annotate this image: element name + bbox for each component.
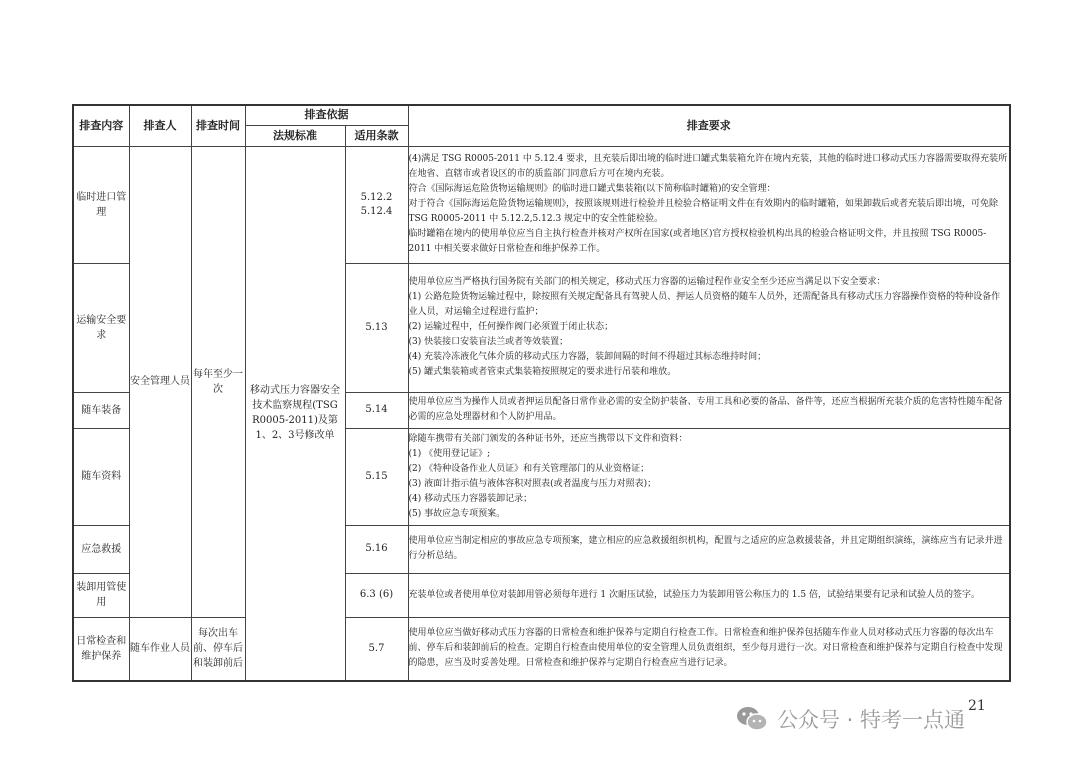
requirement-line: (4) 移动式压力容器装卸记录；: [408, 493, 533, 504]
requirement-line: 使用单位应当制定相应的事故应急专项预案，建立相应的应急救援组织机构，配置与之适应的应急救援装备，并且定期组织演练，演练应当有记录并进行分析总结。: [408, 536, 1003, 561]
row-content: 随车资料: [73, 428, 129, 525]
standard-tsg: 移动式压力容器安全技术监察规程(TSG R0005-2011)及第1、2、3号修改单: [245, 146, 345, 681]
requirement-line: (2) 运输过程中，任何操作阀门必须置于闭止状态；: [408, 322, 614, 332]
requirement-line: (5) 事故应急专项预案。: [408, 508, 506, 519]
requirement-line: (5) 罐式集装箱或者管束式集装箱按照规定的要求进行吊装和堆放。: [408, 367, 677, 377]
row-clause: 5.13: [345, 263, 408, 392]
time-yearly: 每年至少一次: [191, 146, 245, 617]
requirement-line: 符合《国际海运危险货物运输规则》的临时进口罐式集装箱(以下简称临时罐箱)的安全管理：: [408, 184, 776, 194]
requirement-line: (4) 充装冷冻液化气体介质的移动式压力容器，装卸间隔的时间不得超过其标态维持时间；: [408, 352, 767, 362]
row-requirement: [408, 428, 1010, 525]
watermark-text: 公众号 · 特考一点通: [777, 708, 966, 732]
row-clause: 5.12.2 5.12.4: [345, 146, 408, 263]
requirement-line: 除随车携带有关部门颁发的各种证书外，还应当携带以下文件和资料：: [408, 433, 688, 444]
row-clause: 5.16: [345, 525, 408, 573]
row-content: 随车装备: [73, 392, 129, 428]
row-requirement: [408, 525, 1010, 573]
row-content: 装卸用管使用: [73, 573, 129, 617]
row-clause: 6.3 (6): [345, 573, 408, 617]
row-requirement: [408, 392, 1010, 428]
person-vehicle-operator: 随车作业人员: [129, 617, 191, 681]
row-requirement: [408, 617, 1010, 681]
requirement-line: (2) 《特种设备作业人员证》和有关管理部门的从业资格证；: [408, 463, 650, 474]
row-requirement: [408, 263, 1010, 392]
wechat-icon: [735, 705, 769, 733]
row-clause: 5.15: [345, 428, 408, 525]
requirement-line: (1) 《使用登记证》;: [408, 448, 491, 459]
requirement-line: 充装单位或者使用单位对装卸用管必须每年进行 1 次耐压试验，试验压力为装卸用管公称压力的 1.5 倍，试验结果要有记录和试验人员的签字。: [408, 589, 980, 600]
requirement-line: 使用单位应当为操作人员或者押运员配备日常作业必需的安全防护装备、专用工具和必要的备品、备件等，还应当根据所充装介质的危害特性随车配备必需的应急处理器材和个人防护用品。: [408, 397, 1003, 422]
requirement-line: 使用单位应当做好移动式压力容器的日常检查和维护保养与定期自行检查工作。日常检查和维护保养包括随车作业人员对移动式压力容器的每次出车前、停车后和装卸前后的检查。定期自行检查由使用单位的安全管理人员负责组织，至少每月进行一次。对日常检查和维护保养与定期自行检查中发现的隐患，应当及时妥善处理。日常检查和维护保养与定期自行检查应当进行记录。: [408, 628, 1003, 669]
requirement-line: (3) 快装接口安装盲法兰或者等效装置；: [408, 337, 569, 347]
header-time: 排查时间: [191, 105, 245, 146]
row-content: 应急救援: [73, 525, 129, 573]
header-requirement: 排查要求: [408, 105, 1010, 146]
row-clause: 5.7: [345, 617, 408, 681]
time-each-trip: 每次出车前、停车后和装卸前后: [191, 617, 245, 681]
row-requirement: [408, 573, 1010, 617]
header-content: 排查内容: [73, 105, 129, 146]
row-content: 日常检查和维护保养: [73, 617, 129, 681]
requirement-line: (1) 公路危险货物运输过程中，除按照有关规定配备具有驾驶人员、押运人员资格的随车人员外，还需配备具有移动式压力容器操作资格的特种设备作业人员，对运输全过程进行监护；: [408, 292, 1001, 317]
header-person: 排查人: [129, 105, 191, 146]
page-number: 21: [968, 698, 986, 714]
requirement-line: 对于符合《国际海运危险货物运输规则》，按照该规则进行检验并且检验合格证明文件在有效期内的临时罐箱，如果卸载后或者充装后即出境，可免除 TSG R0005-2011 中 5.12.2,5.12.3 规定中的安全性能检验。: [408, 199, 999, 224]
row-clause: 5.14: [345, 392, 408, 428]
header-basis: 排查依据: [245, 105, 408, 125]
row-requirement: [408, 146, 1010, 263]
requirement-line: 使用单位应当严格执行国务院有关部门的相关规定，移动式压力容器的运输过程作业安全至少还应当满足以下安全要求：: [408, 277, 886, 287]
requirement-line: (3) 液面计指示值与液体容积对照表(或者温度与压力对照表)；: [408, 478, 657, 489]
requirement-line: (4)满足 TSG R0005-2011 中 5.12.4 要求，且充装后即出境的临时进口罐式集装箱允许在境内充装，其他的临时进口移动式压力容器需要取得充装所在地省、直辖市或者设区的市的质监部门同意后方可在境内充装。: [408, 154, 1008, 179]
person-safety-manager: 安全管理人员: [129, 146, 191, 617]
requirement-line: 临时罐箱在境内的使用单位应当自主执行检查并核对产权所在国家(或者地区)官方授权检验机构出具的检验合格证明文件，并且按照 TSG R0005-2011 中相关要求做好日常检查和维护保养工作。: [408, 229, 987, 254]
row-content: 运输安全要求: [73, 263, 129, 392]
table-row: [73, 146, 1010, 263]
row-content: 临时进口管理: [73, 146, 129, 263]
inspection-table: [72, 104, 1011, 682]
header-standard: 法规标准: [245, 125, 345, 146]
watermark: [735, 703, 965, 735]
table-row: [73, 617, 1010, 681]
header-clause: 适用条款: [345, 125, 408, 146]
